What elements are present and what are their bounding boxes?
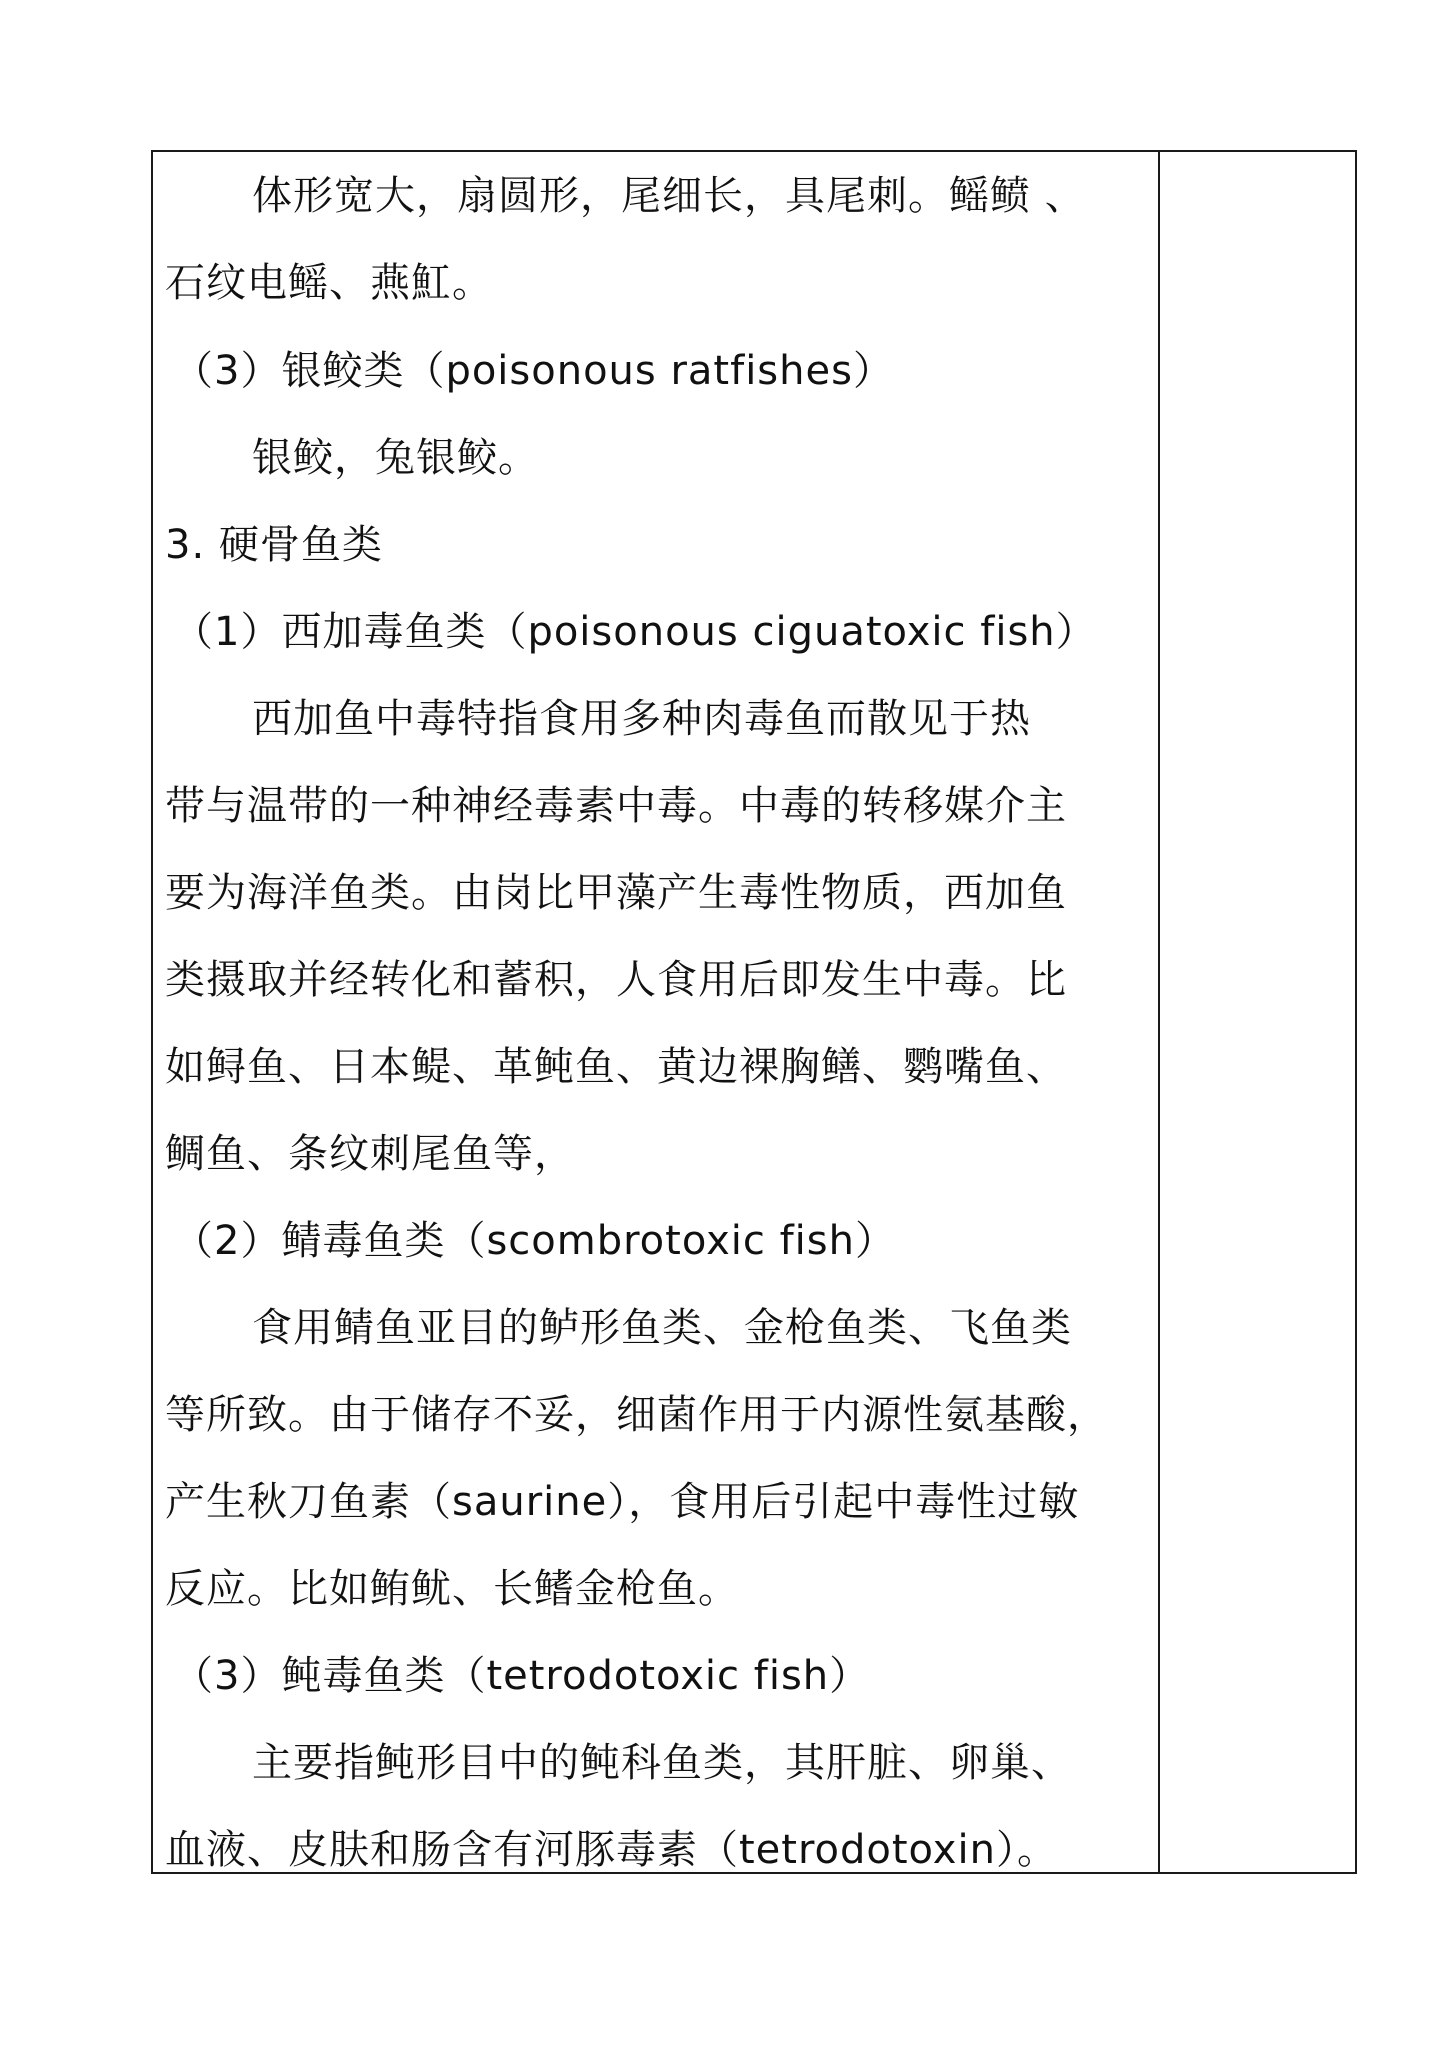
paragraph-line: 银鲛，兔银鲛。 — [252, 435, 539, 481]
paragraph-line: 反应。比如鲔鱿、长鳍金枪鱼。 — [165, 1566, 739, 1612]
paragraph-line: 食用鲭鱼亚目的鲈形鱼类、金枪鱼类、飞鱼类 — [252, 1305, 1072, 1351]
paragraph-line: 产生秋刀鱼素（saurine），食用后引起中毒性过敏 — [165, 1479, 1080, 1525]
section-heading: （2）鲭毒鱼类（scombrotoxic fish） — [173, 1218, 896, 1264]
paragraph-line: 主要指鲀形目中的鲀科鱼类，其肝脏、卵巢、 — [252, 1740, 1072, 1786]
paragraph-line: 类摄取并经转化和蓄积，人食用后即发生中毒。比 — [165, 957, 1067, 1003]
paragraph-line: 带与温带的一种神经毒素中毒。中毒的转移媒介主 — [165, 783, 1067, 829]
paragraph-line: 体形宽大，扇圆形，尾细长，具尾刺。鳐鲼 、 — [252, 173, 1086, 219]
paragraph-line: 西加鱼中毒特指食用多种肉毒鱼而散见于热 — [252, 696, 1031, 742]
paragraph-line: 要为海洋鱼类。由岗比甲藻产生毒性物质，西加鱼 — [165, 870, 1067, 916]
paragraph-line: 如鲟鱼、日本鳀、革鲀鱼、黄边裸胸鳝、鹦嘴鱼、 — [165, 1044, 1067, 1090]
section-heading: （1）西加毒鱼类（poisonous ciguatoxic fish） — [173, 609, 1097, 655]
section-heading: （3）银鲛类（poisonous ratfishes） — [173, 348, 894, 394]
paragraph-line: 等所致。由于储存不妥，细菌作用于内源性氨基酸， — [165, 1392, 1108, 1438]
section-heading: （3）鲀毒鱼类（tetrodotoxic fish） — [173, 1653, 871, 1699]
content-cell — [165, 150, 1150, 1874]
paragraph-line: 血液、皮肤和肠含有河豚毒素（tetrodotoxin）。 — [165, 1827, 1058, 1873]
section-heading: 3. 硬骨鱼类 — [165, 522, 383, 568]
notes-cell — [1160, 152, 1355, 1872]
paragraph-line: 石纹电鳐、燕魟。 — [165, 260, 493, 306]
paragraph-line: 鲷鱼、条纹刺尾鱼等， — [165, 1131, 575, 1177]
